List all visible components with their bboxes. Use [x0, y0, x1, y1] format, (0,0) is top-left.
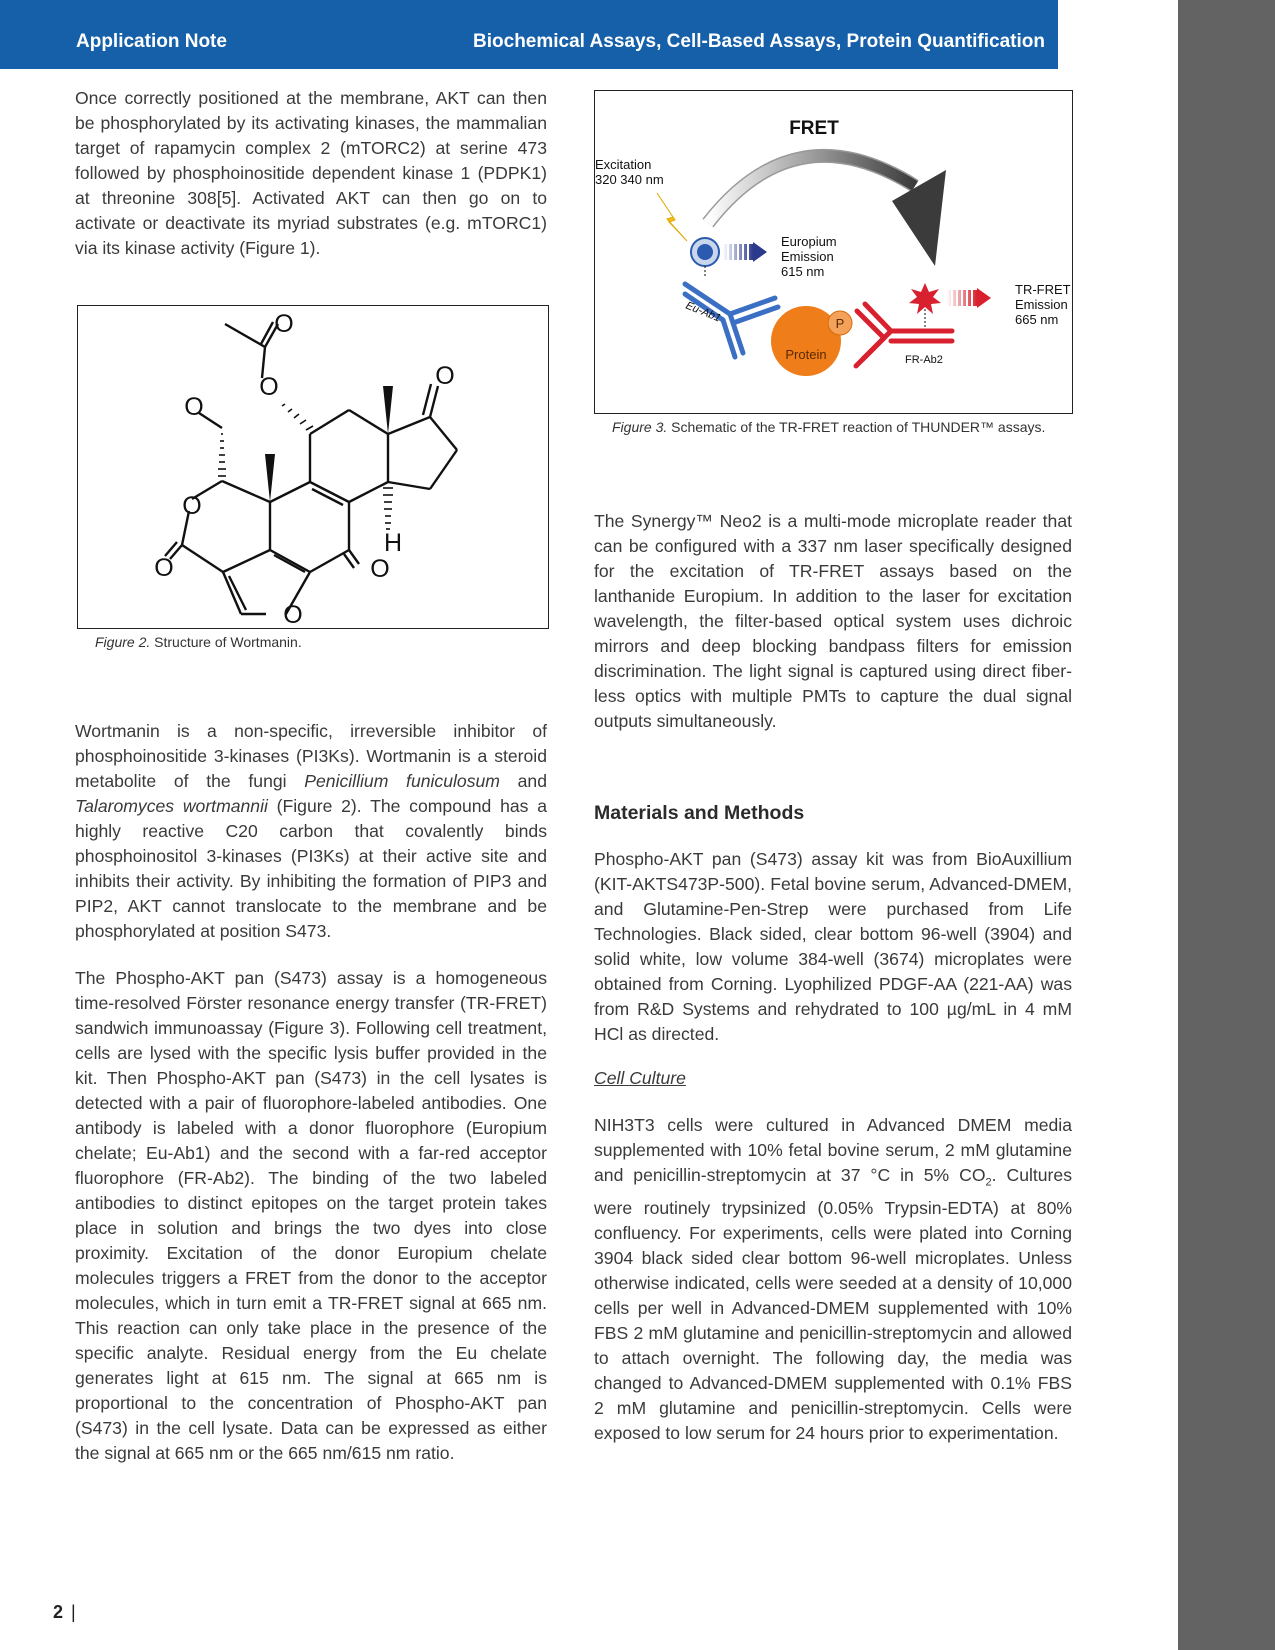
header-topics: Biochemical Assays, Cell-Based Assays, Protein Quantification	[473, 31, 1045, 52]
cell-culture-text-2: . Cultures were routinely trypsinized (0.05% Trypsin-EDTA) at 80% confluency. For experiments, cells were plated into Corning 3904 black sided clear bottom 96-well microplates. Unless otherwise indicated, cells were seeded at a density of 10,000 cells per well in Advanced-DMEM supplemented with 10% FBS 2 mM glutamine and penicillin-streptomycin and allowed to attach overnight. The following day, the media was changed to Advanced-DMEM supplemented with 0.1% FBS 2 mM glutamine and penicillin-streptomycin. Cells were exposed to low serum for 24 hours prior to experimentation.	[594, 1165, 1072, 1443]
wortmanin-structure	[78, 306, 548, 628]
europium-label-3: 615 nm	[781, 264, 825, 279]
figure-3-caption-label: Figure 3.	[612, 419, 668, 435]
atom-o-methoxy: O	[184, 393, 204, 421]
cell-culture-text-1: NIH3T3 cells were cultured in Advanced DMEM media supplemented with 10% fetal bovine serum, 2 mM glutamine and penicillin-streptomycin at 37 °C in 5% CO	[594, 1115, 1072, 1185]
wortmanin-species-2: Talaromyces wortmannii	[75, 796, 268, 816]
co2-subscript: 2	[985, 1176, 992, 1189]
figure-2-box	[77, 305, 549, 629]
figure-3-caption	[612, 419, 1045, 435]
atom-o-acetyl: O	[274, 310, 294, 338]
materials-methods-heading: Materials and Methods	[594, 802, 805, 824]
intro-text: Once correctly positioned at the membrane, AKT can then be phosphorylated by its activating kinases, the mammalian target of rapamycin complex 2 (mTORC2) at serine 473 followed by phosphoinositide dependent kinase 1 (PDPK1) at threonine 308[5]. Activated AKT can then go on to activate or deactivate its myriad substrates (e.g. mTORC1) via its kinase activity (Figure 1).	[75, 88, 547, 258]
protein-label: Protein	[785, 347, 827, 362]
page-separator: |	[71, 1602, 76, 1622]
header-section-label: Application Note	[76, 31, 227, 52]
phospho-label: P	[835, 316, 845, 331]
wortmanin-species-1: Penicillium funiculosum	[304, 771, 500, 791]
europium-label-2: Emission	[781, 249, 834, 264]
fr-ab2-label: FR-Ab2	[905, 354, 943, 366]
wortmanin-text-2: and	[499, 771, 547, 791]
trfret-label-2: Emission	[1015, 297, 1068, 312]
page-number: 2	[53, 1602, 64, 1622]
trfret-label-1: TR-FRET	[1015, 282, 1071, 297]
figure-3-caption-text: Schematic of the TR-FRET reaction of THUNDER™ assays.	[667, 419, 1046, 435]
cell-culture-paragraph	[594, 1113, 1072, 1446]
atom-h: H	[383, 529, 403, 557]
fret-title: FRET	[789, 118, 839, 139]
assay-text: The Phospho-AKT pan (S473) assay is a homogeneous time-resolved Förster resonance energy transfer (TR-FRET) sandwich immunoassay (Figure 3). Following cell treatment, cells are lysed with the specific lysis buffer provided in the kit. Then Phospho-AKT pan (S473) in the cell lysates is detected with a pair of fluorophore-labeled antibodies. One antibody is labeled with a donor fluorophore (Europium chelate; Eu-Ab1) and the second with a far-red acceptor fluorophore (FR-Ab2). The binding of the two labeled antibodies to distinct epitopes on the target protein takes place in solution and brings the two dyes into close proximity. Excitation of the donor Europium chelate molecules triggers a FRET from the donor to the acceptor molecules, which in turn emit a TR-FRET signal at 665 nm. This reaction can only take place in the presence of the specific analyte. Residual energy from the Eu chelate generates light at 615 nm. The signal at 665 nm is proportional to the concentration of Phospho-AKT pan (S473) in the cell lysate. Data can be expressed as either the signal at 665 nm or the 665 nm/615 nm ratio.	[75, 968, 547, 1463]
materials-text: Phospho-AKT pan (S473) assay kit was from BioAuxillium (KIT-AKTS473P-500). Fetal bovine serum, Advanced-DMEM, and Glutamine-Pen-Strep were purchased from Life Technologies. Black sided, clear bottom 96-well (3904) and solid white, low volume 384-well (3674) microplates were obtained from Corning. Lyophilized PDGF-AA (221-AA) was from R&D Systems and rehydrated to 100 µg/mL in 4 mM HCl as directed.	[594, 849, 1072, 1044]
intro-paragraph	[75, 86, 547, 261]
eu-ab1-label: Eu-Ab1	[683, 299, 723, 325]
atom-o-ester: O	[259, 373, 279, 401]
synergy-paragraph	[594, 509, 1072, 734]
figure-2-caption-label: Figure 2.	[95, 634, 151, 650]
side-bar	[1178, 0, 1275, 1650]
atom-o-furan: O	[283, 601, 303, 628]
figure-3-box	[594, 90, 1073, 414]
wortmanin-paragraph	[75, 719, 547, 944]
header-band	[0, 0, 1058, 69]
atom-o-lactone: O	[154, 554, 174, 582]
materials-paragraph	[594, 847, 1072, 1047]
trfret-label-3: 665 nm	[1015, 312, 1059, 327]
wortmanin-text-1: Wortmanin is a non-specific, irreversible inhibitor of phosphoinositide 3-kinases (PI3Ks). Wortmanin is a steroid metabolite of the fungi	[75, 721, 547, 791]
excitation-label-2: 320 340 nm	[595, 172, 664, 187]
excitation-label-1: Excitation	[595, 157, 652, 172]
trfret-schematic	[595, 91, 1072, 413]
atom-o-ring: O	[182, 492, 202, 520]
assay-paragraph	[75, 966, 547, 1466]
atom-o-ketone-top: O	[435, 362, 455, 390]
europium-label-1: Europium	[781, 234, 837, 249]
figure-2-caption-text: Structure of Wortmanin.	[150, 634, 302, 650]
figure-2-caption	[95, 634, 302, 650]
synergy-text: The Synergy™ Neo2 is a multi-mode microplate reader that can be configured with a 337 nm laser specifically designed for the excitation of TR-FRET assays based on the lanthanide Europium. In addition to the laser for excitation wavelength, the filter-based optical system uses dichroic mirrors and deep blocking bandpass filters for emission discrimination. The light signal is captured using direct fiber-less optics with multiple PMTs to capture the dual signal outputs simultaneously.	[594, 511, 1072, 731]
cell-culture-heading: Cell Culture	[594, 1068, 686, 1088]
atom-o-ketone-bottom: O	[370, 555, 390, 583]
wortmanin-text-3: (Figure 2). The compound has a highly reactive C20 carbon that covalently binds phosphoinositol 3-kinases (PI3Ks) at their active site and inhibits their activity. By inhibiting the formation of PIP3 and PIP2, AKT cannot translocate to the membrane and be phosphorylated at position S473.	[75, 796, 547, 941]
